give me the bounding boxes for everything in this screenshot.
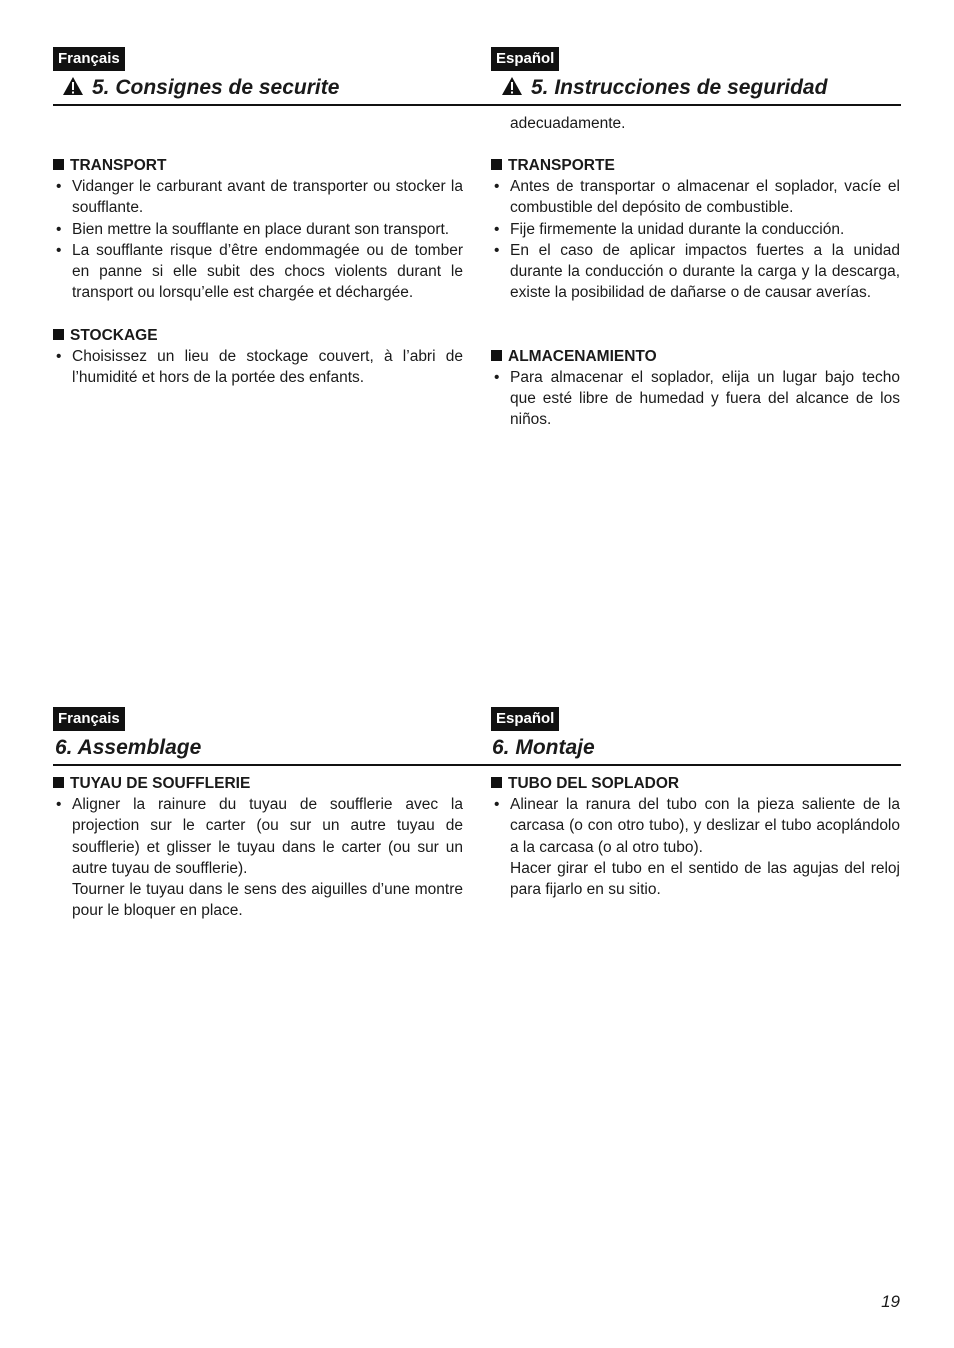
blower-pipe-list-fr — [53, 794, 463, 922]
language-tag-francais: Français — [53, 47, 125, 71]
section-5-rule — [53, 104, 901, 106]
section-5-title-es-text: 5. Instrucciones de seguridad — [531, 76, 828, 99]
list-item: • Para almacenar el soplador, elija un lugar bajo techo que esté libre de humedad y fuera del alcance de los niños. — [494, 368, 900, 429]
page-number: 19 — [881, 1292, 900, 1311]
transport-heading-fr: TRANSPORT — [53, 155, 463, 176]
storage-heading-fr: STOCKAGE — [53, 325, 463, 346]
list-item: • Antes de transportar o almacenar el soplador, vacíe el combustible del depósito de combustible. — [494, 178, 900, 217]
warning-triangle-icon — [501, 76, 523, 104]
section-5-title-fr — [62, 74, 339, 104]
continuation-text: adecuadamente. — [510, 115, 626, 132]
transport-heading-es: TRANSPORTE — [491, 155, 900, 176]
list-item: • Choisissez un lieu de stockage couvert, à l’abri de l’humidité et hors de la portée des enfants. — [56, 347, 463, 387]
section-5-title-fr-text: 5. Consignes de securite — [92, 76, 340, 99]
list-item-continuation: Hacer girar el tubo en el sentido de las agujas del reloj para fijarlo en su sitio. — [510, 859, 900, 899]
transport-list-fr — [53, 176, 463, 304]
list-item: • Bien mettre la soufflante en place durant son transport. — [56, 220, 450, 238]
list-item: • Alinear la ranura del tubo con la pieza saliente de la carcasa (o con otro tubo), y deslizar el tubo acoplándolo a la carcasa (o al otro tubo). Hacer girar el tubo en el sentido de las agujas del reloj para fijarlo en su sitio. — [491, 794, 900, 900]
blower-pipe-heading-es: TUBO DEL SOPLADOR — [491, 773, 900, 794]
transport-list-es — [491, 176, 900, 304]
section-6-col-fr — [53, 773, 463, 922]
language-tag-francais: Français — [53, 707, 125, 731]
section-6-title-es: 6. Montaje — [492, 736, 595, 759]
section-5-title-es — [501, 74, 827, 104]
list-item: • Aligner la rainure du tuyau de soufflerie avec la projection sur le carter (ou sur un autre tuyau de soufflerie) et glisser le tuyau dans le carter (ou sur un autre tuyau de soufflerie). Tourner le tuyau dans le sens des aiguilles d’une montre pour le bloquer en place. — [53, 794, 463, 922]
section-5-col-es — [491, 113, 900, 431]
section-6-rule — [53, 764, 901, 766]
blower-pipe-list-es — [491, 794, 900, 900]
language-tag-espanol: Español — [491, 47, 559, 71]
storage-list-fr — [53, 346, 463, 389]
list-item: • La soufflante risque d’être endommagée ou de tomber en panne si elle subit des chocs violents durant le transport ou lorsqu’elle est chargée et déchargée. — [56, 241, 463, 302]
warning-triangle-icon — [62, 76, 84, 104]
section-5-col-fr — [53, 155, 463, 388]
language-tag-espanol: Español — [491, 707, 559, 731]
storage-heading-es: ALMACENAMIENTO — [491, 346, 900, 367]
section-6-col-es — [491, 773, 900, 900]
list-item: • En el caso de aplicar impactos fuertes a la unidad durante la conducción o durante la carga y la descarga, existe la posibilidad de dañarse o de causar averías. — [494, 241, 900, 302]
section-6-title-fr: 6. Assemblage — [55, 736, 202, 759]
list-item-continuation: Tourner le tuyau dans le sens des aiguilles d’une montre pour le bloquer en place. — [72, 881, 463, 920]
list-item: • Vidanger le carburant avant de transporter ou stocker la soufflante. — [56, 178, 463, 217]
list-item: • Fije firmemente la unidad durante la conducción. — [494, 220, 845, 238]
storage-list-es — [491, 367, 900, 431]
blower-pipe-heading-fr: TUYAU DE SOUFFLERIE — [53, 773, 463, 794]
